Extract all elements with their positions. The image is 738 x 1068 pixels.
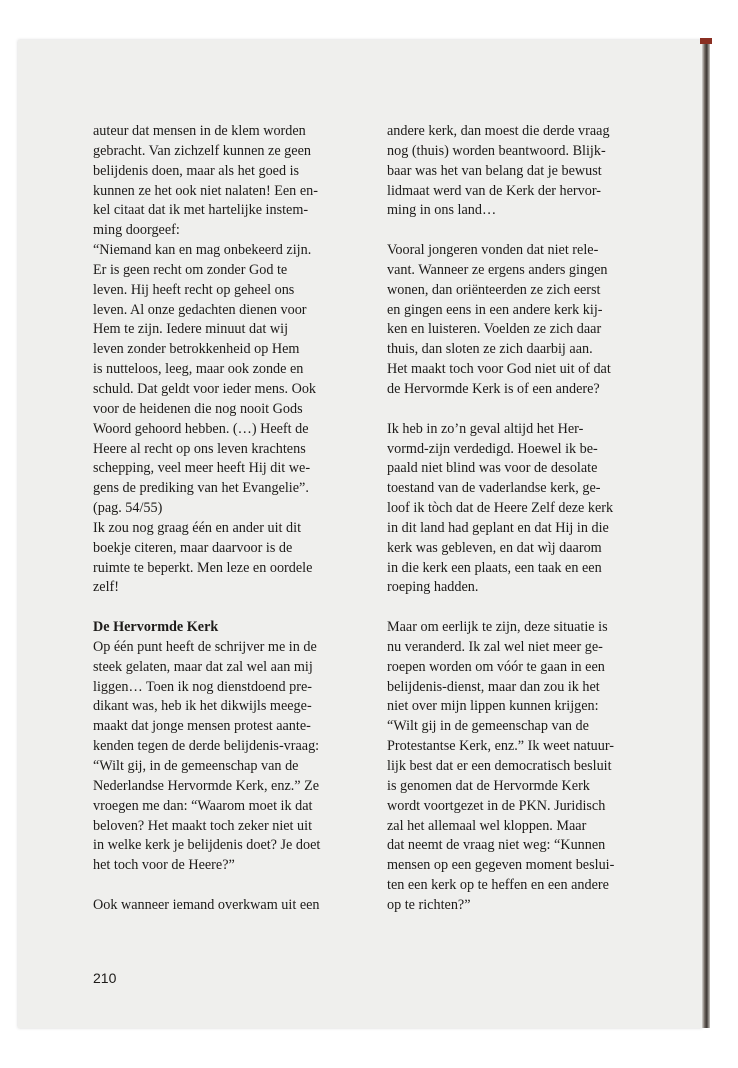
paragraph: Op één punt heeft de schrijver me in de steek gelaten, maar dat zal wel aan mij liggen… Toen ik nog dienstdoend pre- dikant was, heb ik het dikwijls meege- maakt dat jonge mensen protest aante- kenden tegen de derde belijdenis-vraag: “Wilt gij, in de gemeenschap van de Nederlandse Hervormde Kerk, enz.” Ze vroegen me dan: “Waarom moet ik dat beloven? Het maakt toch zeker niet uit in welke kerk je belijdenis doet? Je doet het toch voor de Heere?” [93,638,321,874]
left-column [93,122,349,916]
right-column [387,122,643,916]
paragraph: Vooral jongeren vonden dat niet rele- vant. Wanneer ze ergens anders gingen wonen, dan oriënteerden ze zich eerst en gingen eens in een andere kerk kij- ken en luisteren. Voelden ze zich daar thuis, dan sloten ze zich daarbij aan. Het maakt toch voor God niet uit of dat de Hervormde Kerk is of een andere? [387,242,611,397]
page-edge [702,40,710,1028]
paragraph: andere kerk, dan moest die derde vraag nog (thuis) worden beantwoord. Blijk- baar was het van belang dat je bewust lidmaat werd van de Kerk der hervor- ming in ons land… [387,123,610,219]
bookmark-edge [700,38,712,44]
paragraph: Ik heb in zo’n geval altijd het Her- vormd-zijn verdedigd. Hoewel ik be- paald niet blind was voor de desolate toestand van de vaderlandse kerk, ge- loof ik tòch dat de Heere Zelf deze kerk in dit land had geplant en dat Hij in die kerk was gebleven, en dat wìj daarom in die kerk een plaats, een taak en een roeping hadden. [387,420,614,596]
paragraph: Ook wanneer iemand overkwam uit een [93,896,320,913]
paragraph: auteur dat mensen in de klem worden gebracht. Van zichzelf kunnen ze geen belijdenis doen, maar als het goed is kunnen ze het ook niet nalaten! Een en- kel citaat dat ik met hartelijke instem- ming doorgeef: “Niemand kan en mag onbekeerd zijn. Er is geen recht om zonder God te leven. Hij heeft recht op geheel ons leven. Al onze gedachten dienen voor Hem te zijn. Iedere minuut dat wij leven zonder betrokkenheid op Hem is nutteloos, leeg, maar ook zonde en schuld. Dat geldt voor ieder mens. Ook voor de heidenen die nog nooit Gods Woord gehoord hebben. (…) Heeft de Heere al recht op ons leven krachtens schepping, veel meer heeft Hij dit we- gens de prediking van het Evangelie”. (pag. 54/55) Ik zou nog graag één en ander uit dit boekje citeren, maar daarvoor is de ruimte te beperkt. Men leze en oordele zelf! [93,123,318,596]
paragraph: Maar om eerlijk te zijn, deze situatie is nu veranderd. Ik zal wel niet meer ge- roepen worden om vóór te gaan in een belijdenis-dienst, maar dan zou ik het niet over mijn lippen kunnen krijgen: “Wilt gij in de gemeenschap van de Protestantse Kerk, enz.” Ik weet natuur- lijk best dat er een democratisch besluit is genomen dat de Hervormde Kerk wordt voortgezet in de PKN. Juridisch zal het allemaal wel kloppen. Maar dat neemt de vraag niet weg: “Kunnen mensen op een gegeven moment beslui- ten een kerk op te heffen en een andere op te richten?” [387,619,615,913]
page-number: 210 [93,970,117,986]
section-heading: De Hervormde Kerk [93,619,219,636]
